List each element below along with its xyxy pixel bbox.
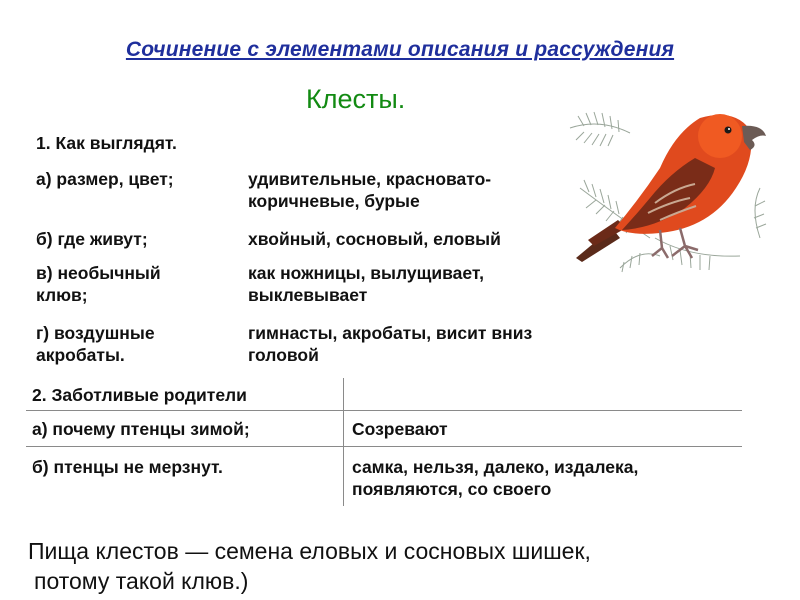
section1-row3-label [36, 262, 161, 306]
section2-row1-value: Созревают [352, 419, 448, 439]
value-line: гимнасты, акробаты, висит вниз [248, 323, 533, 343]
section2-heading: 2. Заботливые родители [32, 385, 247, 405]
section2-row2-value [352, 456, 638, 500]
conclusion-line: потому такой клюв.) [34, 568, 249, 594]
table-divider [26, 410, 742, 411]
value-line: появляются, со своего [352, 479, 552, 499]
section1-row1-value [248, 168, 491, 212]
section2-row1-label: а) почему птенцы зимой; [32, 419, 250, 439]
section1-heading: 1. Как выглядят. [36, 133, 177, 153]
value-line: коричневые, бурые [248, 191, 420, 211]
section1-row4-value [248, 322, 532, 366]
section2-row2-label: б) птенцы не мерзнут. [32, 457, 223, 477]
conclusion-text [28, 536, 591, 596]
section1-row1-label: а) размер, цвет; [36, 169, 174, 189]
section1-row4-label [36, 322, 155, 366]
page-subtitle: Клесты. [306, 84, 406, 114]
label-line: клюв; [36, 285, 88, 305]
value-line: самка, нельзя, далеко, издалека, [352, 457, 639, 477]
table-divider [343, 378, 344, 506]
crossbill-bird-icon [560, 88, 782, 276]
label-line: г) воздушные [36, 323, 155, 343]
section1-row2-label: б) где живут; [36, 229, 148, 249]
value-line: удивительные, красновато- [248, 169, 492, 189]
conclusion-line: Пища клестов — семена еловых и сосновых шишек, [28, 538, 591, 564]
label-line: в) необычный [36, 263, 161, 283]
value-line: головой [248, 345, 319, 365]
page-title: Сочинение с элементами описания и рассуждения [125, 38, 675, 61]
value-line: как ножницы, вылущивает, [248, 263, 485, 283]
section1-row2-value: хвойный, сосновый, еловый [248, 229, 501, 249]
value-line: выклевывает [248, 285, 368, 305]
table-divider [26, 446, 742, 447]
section1-row3-value [248, 262, 484, 306]
label-line: акробаты. [36, 345, 125, 365]
